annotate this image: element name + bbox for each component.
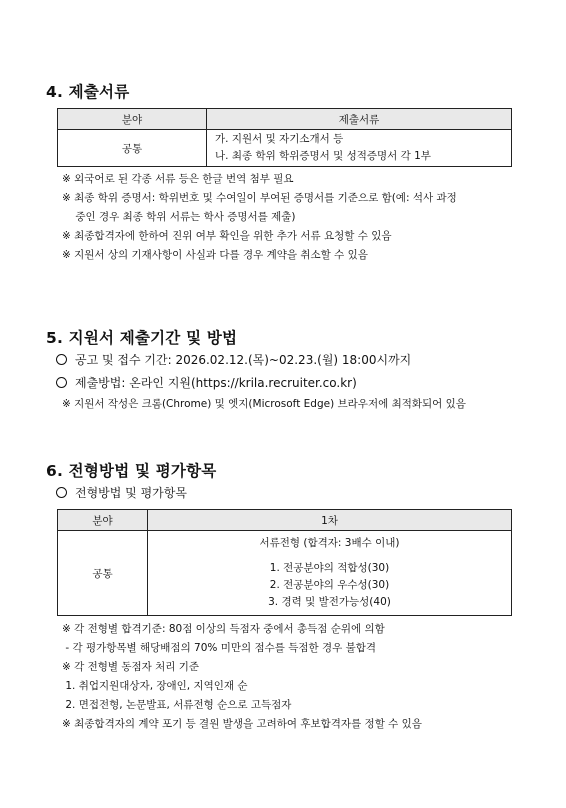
criteria-item: 2. 전공분야의 우수성(30) — [269, 579, 390, 591]
screening-subtitle — [56, 484, 187, 501]
documents-table — [57, 108, 512, 167]
circle-bullet-icon — [56, 354, 67, 365]
section-4-notes — [62, 170, 457, 265]
circle-bullet-icon — [56, 487, 67, 498]
period-text: 공고 및 접수 기간: 2026.02.12.(목)~02.23.(월) 18:00시까지 — [75, 353, 412, 367]
section-5-title: 5. 지원서 제출기간 및 방법 — [46, 329, 238, 347]
table-cell-docs — [207, 130, 512, 167]
section-4-title: 4. 제출서류 — [46, 83, 130, 101]
table-header-field: 분야 — [58, 510, 148, 531]
criteria-item: 1. 전공분야의 적합성(30) — [269, 562, 390, 574]
note-line: 중인 경우 최종 학위 서류는 학사 증명서를 제출) — [62, 211, 296, 223]
screening-subtitle-text: 전형방법 및 평가항목 — [75, 486, 187, 500]
period-item — [56, 351, 411, 368]
note-line: ※ 지원서 상의 기재사항이 사실과 다를 경우 계약을 취소할 수 있음 — [62, 249, 368, 261]
note-line: ※ 외국어로 된 각종 서류 등은 한글 번역 첨부 필요 — [62, 173, 294, 185]
section-6-notes — [62, 620, 422, 734]
table-header-field: 분야 — [58, 109, 207, 130]
stage-title: 서류전형 (합격자: 3배수 이내) — [259, 537, 400, 549]
doc-item: 가. 지원서 및 자기소개서 등 — [215, 133, 344, 145]
method-item — [56, 374, 357, 391]
note-line: ※ 각 전형별 합격기준: 80점 이상의 득점자 중에서 총득점 순위에 의함 — [62, 623, 385, 635]
method-text: 제출방법: 온라인 지원(https://krila.recruiter.co.kr) — [75, 376, 357, 390]
note-line: 1. 취업지원대상자, 장애인, 지역인재 순 — [62, 680, 248, 692]
note-line: ※ 최종 학위 증명서: 학위번호 및 수여일이 부여된 증명서를 기준으로 함(예: 석사 과정 — [62, 192, 457, 204]
note-line: ※ 최종합격자의 계약 포기 등 결원 발생을 고려하여 후보합격자를 정할 수 있음 — [62, 718, 422, 730]
note-line: ※ 각 전형별 동점자 처리 기준 — [62, 661, 200, 673]
table-cell-field: 공통 — [58, 531, 148, 616]
note-line: ※ 최종합격자에 한하여 진위 여부 확인을 위한 추가 서류 요청할 수 있음 — [62, 230, 392, 242]
doc-item: 나. 최종 학위 학위증명서 및 성적증명서 각 1부 — [215, 150, 431, 162]
note-line: 2. 면접전형, 논문발표, 서류전형 순으로 고득점자 — [62, 699, 292, 711]
table-cell-field: 공통 — [58, 130, 207, 167]
table-cell-criteria — [148, 531, 512, 616]
table-header-docs: 제출서류 — [207, 109, 512, 130]
section-6-title: 6. 전형방법 및 평가항목 — [46, 462, 217, 480]
note-line: - 각 평가항목별 해당배점의 70% 미만의 점수를 득점한 경우 불합격 — [62, 642, 377, 654]
browser-note: ※ 지원서 작성은 크롬(Chrome) 및 엣지(Microsoft Edge) 브라우저에 최적화되어 있음 — [62, 398, 466, 410]
circle-bullet-icon — [56, 377, 67, 388]
table-header-stage: 1차 — [148, 510, 512, 531]
screening-table — [57, 509, 512, 616]
criteria-item: 3. 경력 및 발전가능성(40) — [268, 596, 391, 608]
